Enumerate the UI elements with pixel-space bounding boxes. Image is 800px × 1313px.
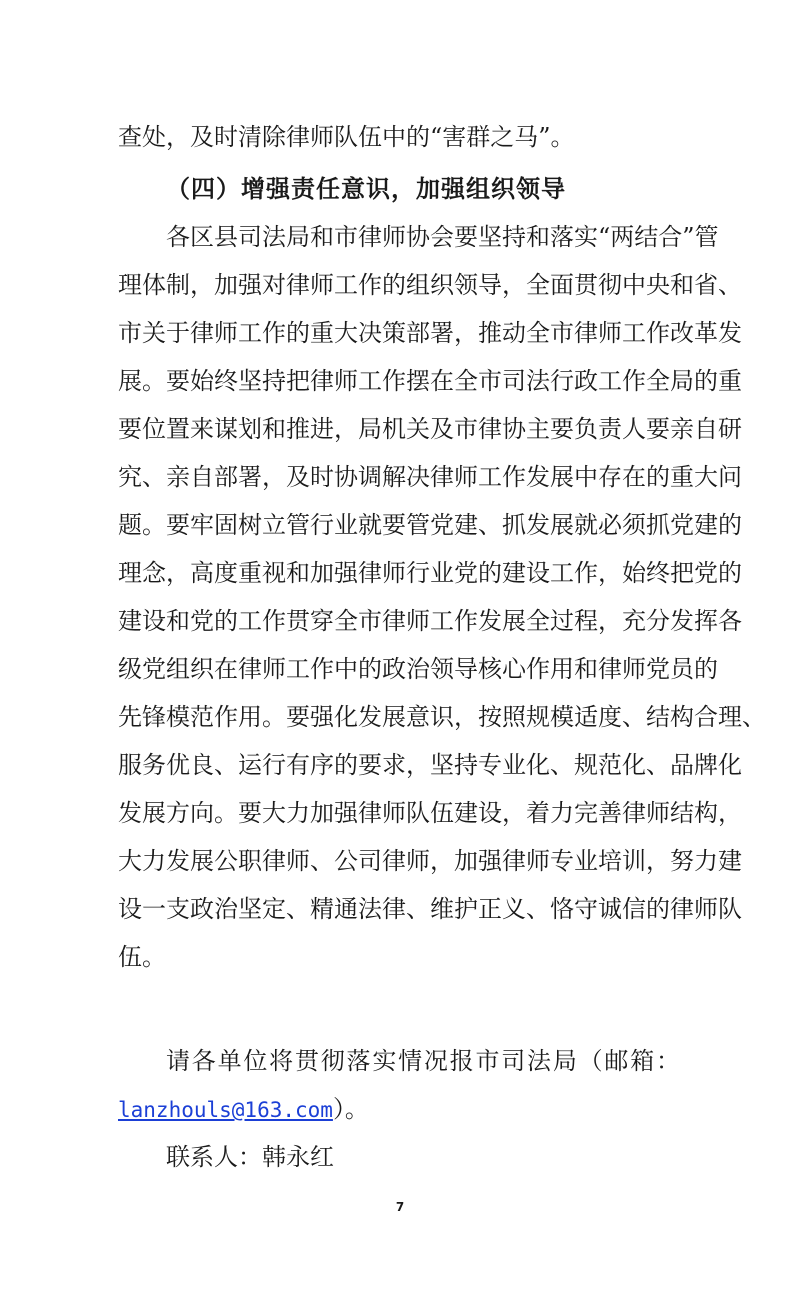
paragraph-line: 各区县司法局和市律师协会要坚持和落实“两结合”管 (166, 223, 719, 251)
paragraph-line: 理念，高度重视和加强律师行业党的建设工作，始终把党的 (118, 559, 742, 587)
paragraph-line: 设一支政治坚定、精通法律、维护正义、恪守诚信的律师队 (118, 895, 742, 923)
paragraph-line: 题。要牢固树立管行业就要管党建、抓发展就必须抓党建的 (118, 511, 742, 539)
paragraph-line: 服务优良、运行有序的要求，坚持专业化、规范化、品牌化 (118, 751, 742, 779)
closing-request: 请各单位将贯彻落实情况报市司法局（邮箱： (166, 1047, 680, 1075)
paragraph-line: 要位置来谋划和推进，局机关及市律协主要负责人要亲自研 (118, 415, 742, 443)
paragraph-line: 理体制，加强对律师工作的组织领导，全面贯彻中央和省、 (118, 271, 742, 299)
email-line (118, 1094, 680, 1124)
continuation-line: 查处，及时清除律师队伍中的“害群之马”。 (118, 123, 575, 151)
section-heading: （四）增强责任意识，加强组织领导 (166, 174, 566, 203)
page-number: 7 (395, 1200, 405, 1214)
paragraph-line: 发展方向。要大力加强律师队伍建设，着力完善律师结构， (118, 799, 742, 827)
paragraph-line: 先锋模范作用。要强化发展意识，按照规模适度、结构合理、 (118, 703, 766, 731)
paragraph-line: 建设和党的工作贯穿全市律师工作发展全过程，充分发挥各 (118, 607, 742, 635)
email-line-suffix: ）。 (332, 1095, 369, 1123)
paragraph-line: 伍。 (118, 943, 166, 971)
email-link[interactable]: lanzhouls@163.com (118, 1098, 333, 1122)
paragraph-line: 大力发展公职律师、公司律师，加强律师专业培训，努力建 (118, 847, 742, 875)
paragraph-line: 究、亲自部署，及时协调解决律师工作发展中存在的重大问 (118, 463, 742, 491)
paragraph-line: 市关于律师工作的重大决策部署，推动全市律师工作改革发 (118, 319, 742, 347)
paragraph-line: 展。要始终坚持把律师工作摆在全市司法行政工作全局的重 (118, 367, 742, 395)
contact-person: 联系人：韩永红 (166, 1143, 334, 1171)
paragraph-line: 级党组织在律师工作中的政治领导核心作用和律师党员的 (118, 655, 718, 683)
